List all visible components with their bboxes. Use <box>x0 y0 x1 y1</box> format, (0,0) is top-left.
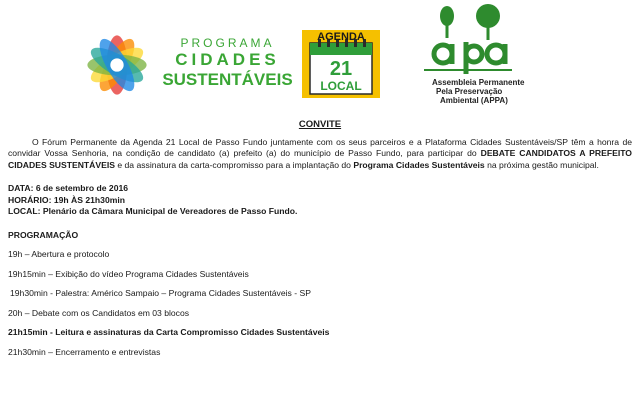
program-item-4: 20h – Debate com os Candidatos em 03 blocos <box>8 307 190 318</box>
program-item-3: 19h30min - Palestra: Américo Sampaio – Programa Cidades Sustentáveis - SP <box>10 288 311 298</box>
event-date: DATA: 6 de setembro de 2016 <box>8 183 129 193</box>
invitation-document <box>8 119 632 358</box>
event-location: LOCAL: Plenário da Câmara Municipal de Vereadores de Passo Fundo. <box>8 206 298 216</box>
paragraph-part2: e da assinatura da carta-compromisso para a implantação do <box>114 159 354 170</box>
paragraph-bold-debate: DEBATE CANDIDATOS A PREFEITO CIDADES SUSTENTÁVEIS <box>8 148 632 170</box>
document-title: CONVITE <box>298 119 342 130</box>
program-item-1: 19h – Abertura e protocolo <box>8 249 110 259</box>
appa-caption-line1: Assembleia Permanente <box>432 78 525 87</box>
agenda-logo-line3: LOCAL <box>320 79 362 93</box>
appa-caption <box>432 78 552 105</box>
agenda-logo-line1: AGENDA <box>317 31 365 43</box>
program-item-5: 21h15min - Leitura e assinaturas da Carta Compromisso Cidades Sustentáveis <box>8 327 330 337</box>
appa-logo <box>420 2 516 76</box>
agenda-21-local-logo <box>302 30 380 98</box>
appa-caption-line3: Ambiental (APPA) <box>440 96 508 105</box>
paragraph-part3: na próxima gestão municipal. <box>484 159 599 170</box>
program-item-2: 19h15min – Exibição do vídeo Programa Cidades Sustentáveis <box>8 268 249 279</box>
program-heading: PROGRAMAÇÃO <box>8 229 79 240</box>
header-logos <box>0 0 640 105</box>
paragraph-part1: O Fórum Permanente da Agenda 21 Local de Passo Fundo juntamente com os seus parceiros e a Plataforma Cidades Sustentáveis/SP têm a honra de convidar Vossa Senhoria, na condição de candidato (a) prefeito (a) do município de Passo Fundo, para participar do <box>8 136 632 158</box>
programa-cidades-sustentaveis-wheel-logo <box>80 28 154 102</box>
event-details <box>8 183 632 218</box>
program-item-6: 21h30min – Encerramento e entrevistas <box>8 346 161 357</box>
agenda-logo-number: 21 <box>329 58 353 80</box>
logo-programa-line1: PROGRAMA <box>180 36 275 50</box>
invitation-paragraph <box>8 137 632 172</box>
appa-caption-line2: Pela Preservação <box>436 87 503 96</box>
programa-cidades-sustentaveis-logo-text <box>160 36 295 89</box>
event-time: HORÁRIO: 19h ÀS 21h30min <box>8 194 125 205</box>
paragraph-bold-programa: Programa Cidades Sustentáveis <box>353 159 485 170</box>
logo-programa-line2: CIDADES <box>175 50 280 69</box>
logo-programa-line3: SUSTENTÁVEIS <box>162 70 293 89</box>
